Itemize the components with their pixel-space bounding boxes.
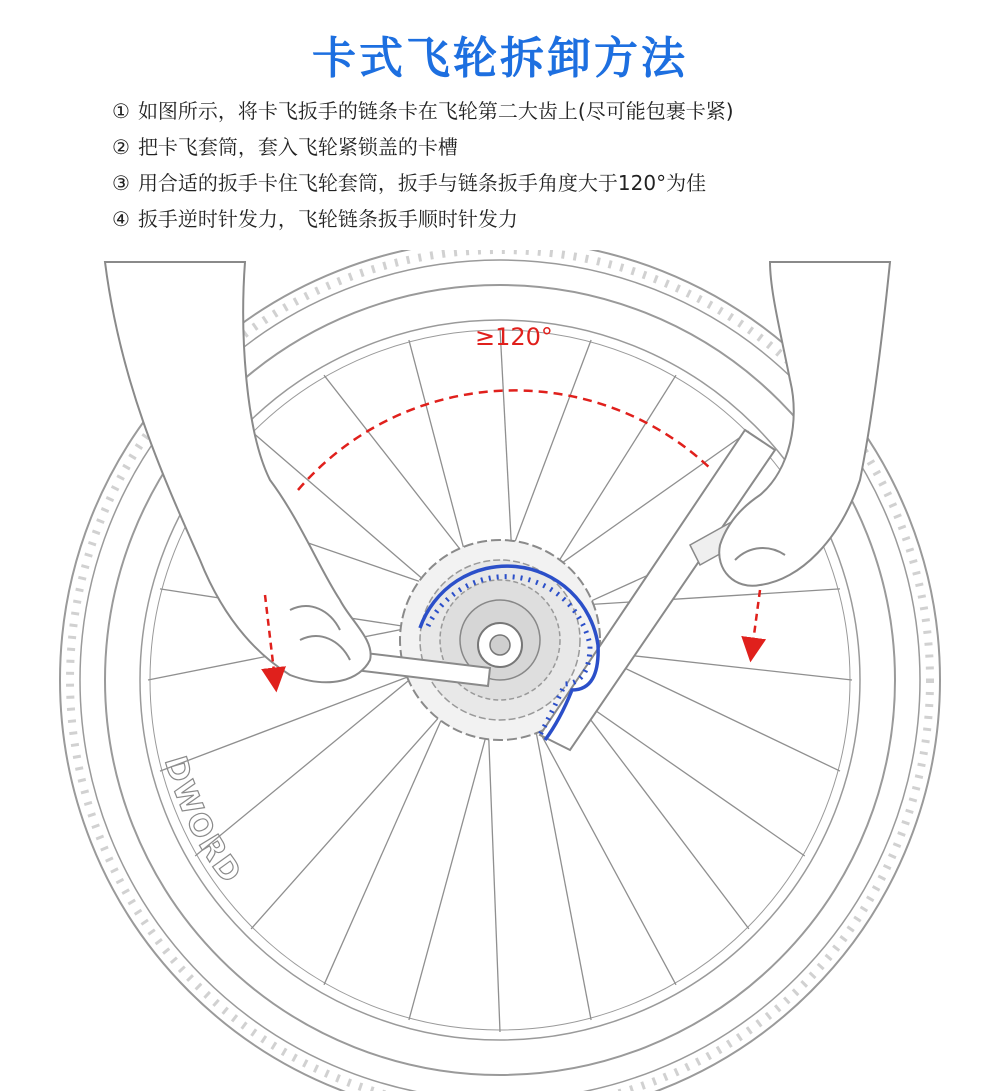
spoke xyxy=(557,375,676,564)
spoke xyxy=(575,699,749,929)
wheel-illustration xyxy=(0,250,1000,1091)
spoke xyxy=(594,653,840,771)
step-3 xyxy=(112,165,932,201)
step-4-text: 扳手逆时针发力，飞轮链条扳手顺时针发力 xyxy=(137,207,518,231)
step-3-marker: ③ xyxy=(112,171,130,195)
right-hand xyxy=(719,262,890,586)
spoke xyxy=(195,677,412,856)
step-1 xyxy=(112,93,932,129)
spoke xyxy=(160,675,412,771)
step-2-text: 把卡飞套筒，套入飞轮紧锁盖的卡槽 xyxy=(137,135,458,159)
angle-label: ≥120° xyxy=(475,323,553,351)
instruction-list xyxy=(112,93,932,237)
spoke xyxy=(251,715,441,929)
step-4 xyxy=(112,201,932,237)
spoke xyxy=(576,697,805,856)
spoke xyxy=(500,328,511,546)
spoke xyxy=(537,727,676,984)
spoke xyxy=(588,589,840,605)
spoke xyxy=(324,716,443,985)
step-2-marker: ② xyxy=(112,135,130,159)
spoke xyxy=(513,340,591,546)
step-4-marker: ④ xyxy=(112,207,130,231)
page-title: 卡式飞轮拆卸方法 xyxy=(312,33,688,84)
step-3-text: 用合适的扳手卡住飞轮套筒，扳手与链条扳手角度大于120°为佳 xyxy=(137,171,707,195)
step-1-text: 如图所示，将卡飞扳手的链条卡在飞轮第二大齿上(尽可能包裹卡紧) xyxy=(137,99,734,123)
right-down-arrow xyxy=(752,590,760,650)
spoke xyxy=(409,734,487,1020)
step-1-marker: ① xyxy=(112,99,130,123)
svg-text:DWORD xyxy=(157,752,249,891)
rim-text: DWORD xyxy=(157,752,249,891)
step-2 xyxy=(112,129,932,165)
spoke xyxy=(535,728,591,1020)
spoke xyxy=(489,734,500,1032)
